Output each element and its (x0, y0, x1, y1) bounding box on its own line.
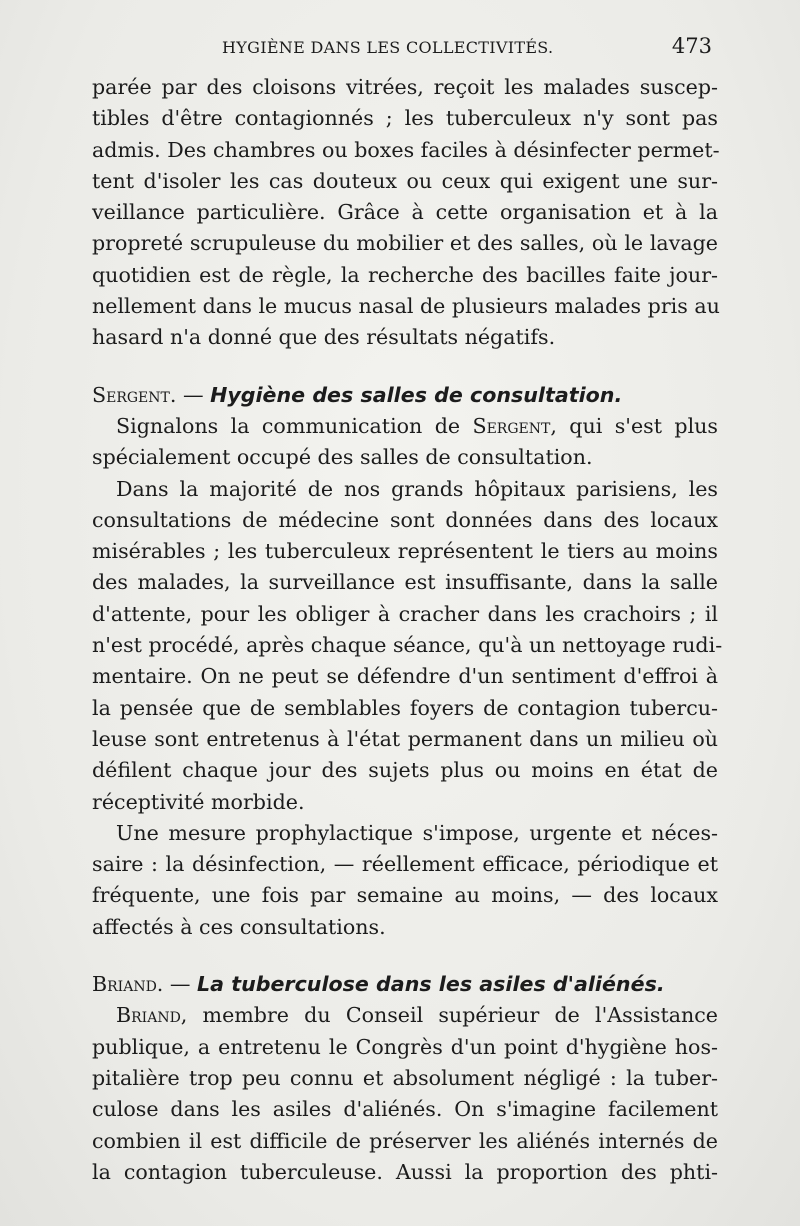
text-line: admis. Des chambres ou boxes faciles à désinfecter permet- (92, 137, 720, 162)
paragraph-hospital-isolation (92, 72, 718, 354)
text-line: affectés à ces consultations. (92, 914, 386, 939)
running-head (92, 34, 712, 64)
text-line (92, 1000, 718, 1031)
text-line: consultations de médecine sont données dans des locaux (92, 507, 718, 532)
text-fragment: , membre du Conseil supérieur de l'Assistance (180, 1003, 718, 1028)
paragraph-sergent-intro (92, 411, 718, 474)
author-name: Briand (116, 1003, 181, 1028)
text-line: parée par des cloisons vitrées, reçoit les malades suscep- (92, 75, 718, 99)
text-line: saire : la désinfection, — réellement efficace, périodique et (92, 852, 718, 877)
text-line: leuse sont entretenus à l'état permanent dans un milieu où (92, 726, 718, 751)
text-line: culose dans les asiles d'aliénés. On s'imagine facilement (92, 1097, 718, 1122)
text-line: d'attente, pour les obliger à cracher dans les crachoirs ; il (92, 601, 718, 626)
heading-title: Hygiène des salles de consultation. (210, 382, 623, 407)
text-line: la contagion tuberculeuse. Aussi la proportion des phti- (92, 1159, 718, 1184)
paragraph-consultations (92, 474, 723, 818)
paragraph-asylums (92, 1000, 718, 1188)
text-line: des malades, la surveillance est insuffisante, dans la salle (92, 570, 718, 595)
text-line: réceptivité morbide. (92, 789, 305, 814)
text-line: quotidien est de règle, la recherche des bacilles faite jour- (92, 262, 718, 287)
text-line: hasard n'a donné que des résultats négatifs. (92, 325, 556, 350)
running-title: HYGIÈNE DANS LES COLLECTIVITÉS. (222, 38, 554, 57)
text-line: publique, a entretenu le Congrès d'un point d'hygiène hos- (92, 1034, 718, 1059)
text-line: mentaire. On ne peut se défendre d'un sentiment d'effroi à (92, 664, 718, 689)
paragraph-prophylaxis (92, 818, 718, 943)
heading-author: Sergent. (92, 382, 177, 407)
text-line: combien il est difficile de préserver les aliénés internés de (92, 1128, 718, 1153)
body-text (92, 72, 723, 1188)
author-name: Sergent (472, 413, 551, 438)
text-line: nellement dans le mucus nasal de plusieurs malades pris au (92, 294, 720, 319)
section-gap (92, 943, 718, 969)
text-line: misérables ; les tuberculeux représentent le tiers au moins (92, 539, 718, 564)
text-line: n'est procédé, après chaque séance, qu'à un nettoyage rudi- (92, 633, 723, 658)
text-line: pitalière trop peu connu et absolument négligé : la tuber- (92, 1065, 718, 1090)
text-line: Dans la majorité de nos grands hôpitaux parisiens, les (116, 476, 718, 501)
text-line: spécialement occupé des salles de consultation. (92, 445, 593, 470)
text-line: fréquente, une fois par semaine au moins, — des locaux (92, 883, 718, 908)
text-fragment: Signalons la communication de (116, 413, 473, 438)
text-line: Une mesure prophylactique s'impose, urgente et néces- (116, 820, 718, 845)
heading-dash: — (163, 972, 198, 997)
heading-dash: — (176, 382, 211, 407)
heading-author: Briand. (92, 972, 164, 997)
section-gap (92, 354, 718, 380)
section-heading-briand (92, 969, 718, 1000)
text-line: tent d'isoler les cas douteux ou ceux qui exigent une sur- (92, 168, 718, 193)
text-line: veillance particulière. Grâce à cette organisation et à la (92, 200, 718, 225)
text-line (92, 411, 718, 442)
text-line: tibles d'être contagionnés ; les tuberculeux n'y sont pas (92, 106, 718, 131)
heading-title: La tuberculose dans les asiles d'aliénés. (197, 972, 665, 997)
page-number: 473 (671, 34, 712, 58)
text-line: défilent chaque jour des sujets plus ou moins en état de (92, 758, 718, 783)
section-heading-sergent (92, 380, 718, 411)
text-line: propreté scrupuleuse du mobilier et des salles, où le lavage (92, 231, 718, 256)
text-line: la pensée que de semblables foyers de contagion tubercu- (92, 695, 718, 720)
text-fragment: , qui s'est plus (550, 413, 718, 438)
